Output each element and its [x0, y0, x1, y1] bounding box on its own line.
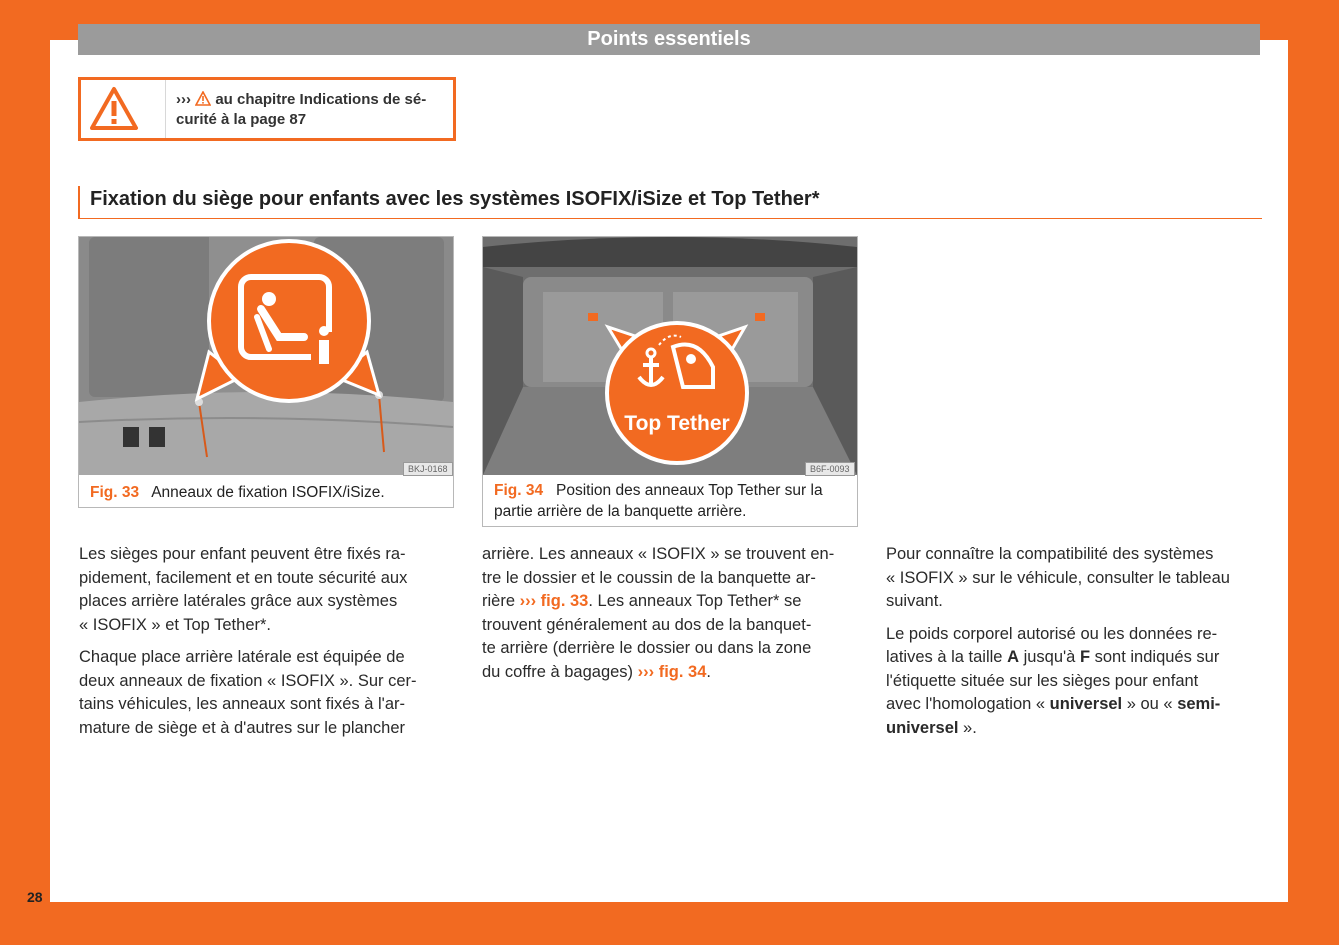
semi-term: semi- [1177, 695, 1221, 713]
section-heading [78, 186, 1262, 219]
column-1-paragraph-2 [79, 646, 459, 740]
page-number: 28 [27, 889, 43, 905]
figure-34-label: Fig. 34 [494, 482, 544, 499]
figure-33-text: Anneaux de fixation ISOFIX/iSize. [151, 484, 385, 501]
top-tether-trunk-illustration [483, 237, 857, 475]
text-line: deux anneaux de fixation « ISOFIX ». Sur cer- [79, 671, 417, 690]
text-line: Les sièges pour enfant peuvent être fixés ra- [79, 545, 406, 563]
column-3-paragraph-1 [886, 543, 1271, 614]
text-line: te arrière (derrière le dossier ou dans la zone [482, 639, 812, 657]
universel-term: universel [1049, 695, 1123, 713]
text-line: avec l'homologation « [886, 695, 1050, 713]
fig-34-link[interactable]: ››› fig. 34 [637, 662, 707, 681]
text-line: latives à la taille [886, 648, 1008, 666]
text-line: arrière. Les anneaux « ISOFIX » se trouvent en- [482, 545, 835, 563]
isofix-seat-illustration [79, 237, 453, 475]
text-line: Chaque place arrière latérale est équipée de [79, 648, 405, 666]
page-header-bar [78, 24, 1260, 55]
semi-universel-term: universel [886, 718, 959, 737]
text-line: rière [482, 592, 520, 610]
text-line: suivant. [886, 592, 943, 610]
text-line: places arrière latérales grâce aux systèmes [79, 592, 398, 610]
text-line: Le poids corporel autorisé ou les données re- [886, 624, 1218, 643]
text-line: Pour connaître la compatibilité des systèmes [886, 545, 1214, 563]
figure-34-text-2: partie arrière de la banquette arrière. [494, 503, 747, 520]
figure-34-code: B6F-0093 [805, 462, 855, 476]
warning-arrows: ››› [176, 91, 191, 108]
warning-divider [165, 80, 166, 138]
text-line: jusqu'à [1018, 648, 1080, 666]
text-line: tains véhicules, les anneaux sont fixés à l'ar- [79, 695, 405, 713]
text-line: . Les anneaux Top Tether* se [588, 592, 802, 610]
column-1-paragraph-1 [79, 543, 459, 637]
warning-triangle-icon [89, 86, 139, 132]
column-2 [482, 543, 867, 693]
warning-box [78, 77, 456, 141]
text-line: sont indiqués sur [1090, 648, 1220, 666]
column-3 [886, 543, 1271, 749]
figure-33-code: BKJ-0168 [403, 462, 453, 476]
warning-line-1: au chapitre Indications de sé- [215, 91, 427, 108]
text-line: « ISOFIX » sur le véhicule, consulter le tableau [886, 568, 1230, 587]
fig-33-link[interactable]: ››› fig. 33 [519, 592, 589, 610]
figure-34-caption [494, 480, 854, 522]
text-line: tre le dossier et le coussin de la banquette ar- [482, 568, 816, 587]
text-line: » ou « [1122, 695, 1178, 713]
text-line: ». [958, 718, 977, 737]
header-title: Points essentiels [587, 28, 751, 50]
small-warning-icon [195, 91, 211, 106]
section-title: Fixation du siège pour enfants avec les systèmes ISOFIX/iSize et Top Tether* [90, 188, 820, 210]
figure-33-caption [90, 482, 450, 503]
text-line: trouvent généralement au dos de la banquet- [482, 615, 812, 634]
text-line: pidement, facilement et en toute sécurité aux [79, 568, 408, 587]
text-line: du coffre à bagages) [482, 662, 638, 681]
text-line: . [706, 662, 711, 681]
text-line: mature de siège et à d'autres sur le plancher [79, 718, 406, 737]
warning-line-2[interactable]: curité à la page 87 [176, 111, 307, 128]
figure-33 [78, 236, 454, 508]
column-2-paragraph-1 [482, 543, 867, 684]
figure-33-label: Fig. 33 [90, 484, 140, 501]
size-letter-f: F [1079, 648, 1091, 666]
column-1 [79, 543, 459, 749]
top-tether-badge-text: Top Tether [624, 412, 730, 435]
warning-text [176, 90, 446, 130]
text-line: « ISOFIX » et Top Tether*. [79, 615, 271, 634]
text-line: l'étiquette située sur les sièges pour enfant [886, 671, 1199, 690]
figure-34-text-1: Position des anneaux Top Tether sur la [556, 482, 823, 499]
size-letter-a: A [1007, 648, 1019, 666]
column-3-paragraph-2 [886, 623, 1271, 741]
